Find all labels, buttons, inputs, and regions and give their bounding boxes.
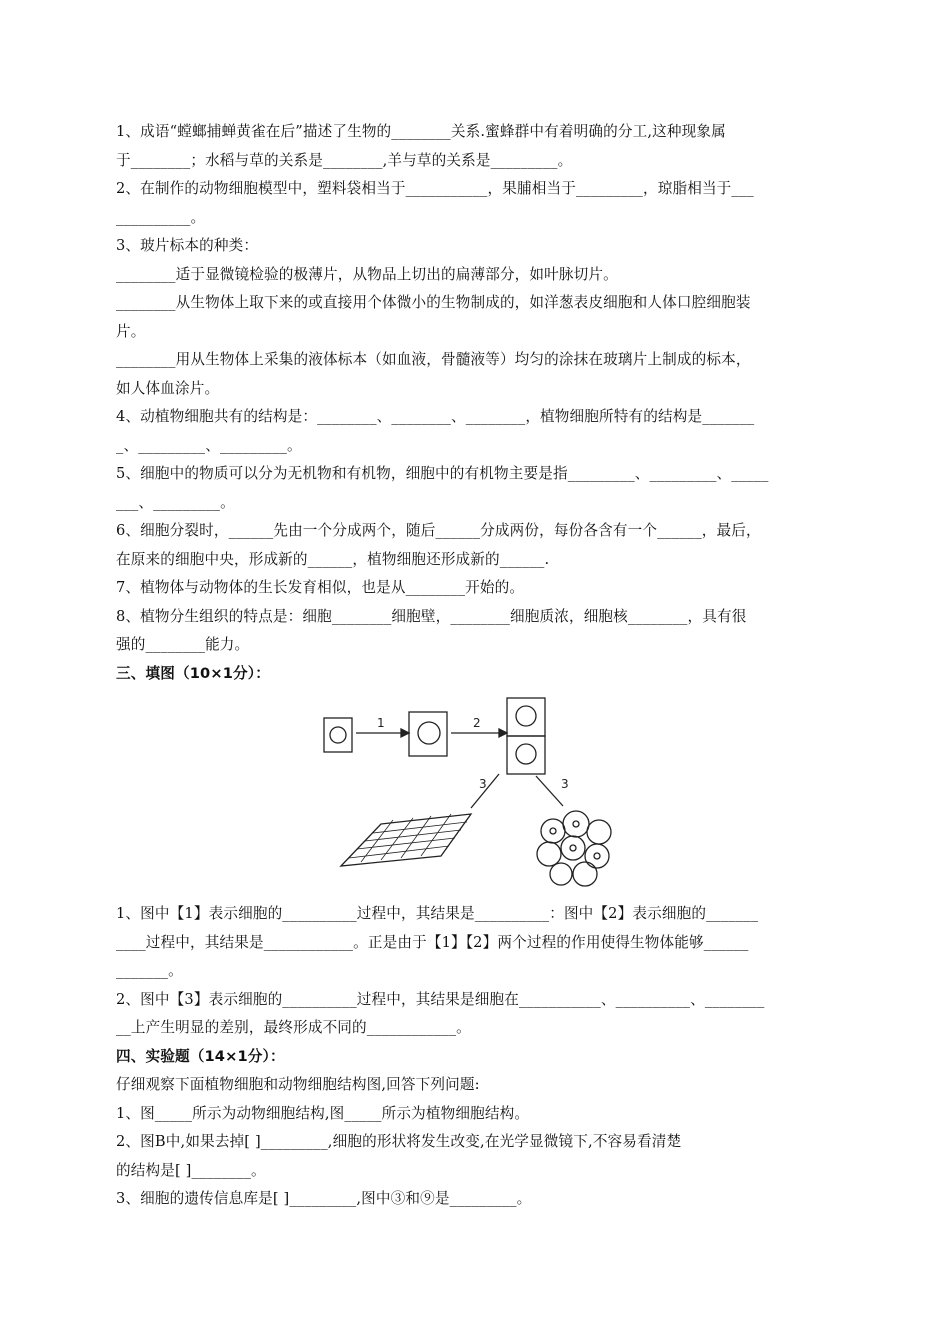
daughter-cell-top <box>507 698 545 736</box>
figure-label-3-right: 3 <box>561 777 569 791</box>
q2-6-line2: 在原来的细胞中央，形成新的______，植物细胞还形成新的______. <box>116 550 550 568</box>
q2-6-line1: 6、细胞分裂时，______先由一个分成两个，随后______分成两份，每份各含有一个______，最后， <box>116 522 761 539</box>
q2-8-line1: 8、植物分生组织的特点是：细胞________细胞壁，________细胞质浓，细胞核________，具有很 <box>116 607 747 625</box>
q2-8-line2: 强的________能力。 <box>116 636 250 653</box>
q2-2-line2: __________。 <box>116 208 206 226</box>
q3-1-line1: 1、图中【1】表示细胞的__________过程中，其结果是__________：图中【2】表示细胞的_______ <box>116 905 759 922</box>
nucleus-small <box>330 727 346 743</box>
q2-4-line1: 4、动植物细胞共有的结构是：________、________、________，植物细胞所特有的结构是_______ <box>116 408 755 425</box>
cell-cluster <box>537 811 611 886</box>
q3-2-line2: __上产生明显的差别，最终形成不同的____________。 <box>116 1019 471 1036</box>
figure-label-1: 1 <box>377 716 385 730</box>
q2-4-line2: _、_________、_________。 <box>116 436 302 454</box>
nucleus-large <box>418 722 440 744</box>
cell-division-differentiation-figure <box>116 688 836 900</box>
section4-heading: 四、实验题（14×1分）： <box>116 1047 285 1065</box>
daughter-nucleus-top <box>516 706 536 726</box>
q3-1-line2: ____过程中，其结果是____________。正是由于【1】【2】两个过程的作用使得生物体能够______ <box>116 933 749 951</box>
q2-3-line-a: ________适于显微镜检验的极薄片，从物品上切出的扁薄部分，如叶脉切片。 <box>116 265 618 283</box>
arrow-1-head <box>401 729 409 737</box>
q2-1-line1: 1、成语“螳螂捕蝉黄雀在后”描述了生物的________关系.蜜蜂群中有着明确的分工,这种现象属 <box>116 123 726 140</box>
q2-3-line-b2: 片。 <box>116 322 146 340</box>
section3-heading: 三、填图（10×1分）： <box>116 664 270 682</box>
grown-cell <box>409 712 447 756</box>
single-cell <box>324 718 352 752</box>
q4-2-line1: 2、图B中,如果去掉[ ]_________,细胞的形状将发生改变,在光学显微镜下,不容易看清楚 <box>116 1133 682 1150</box>
q2-5-line1: 5、细胞中的物质可以分为无机物和有机物，细胞中的有机物主要是指_________、_________、_____ <box>116 465 769 482</box>
daughter-cell-bottom <box>507 736 545 774</box>
worksheet-page <box>116 118 836 1214</box>
q2-1-line2: 于________；水稻与草的关系是________,羊与草的关系是_________。 <box>116 151 573 169</box>
q2-3-line-c1: ________用从生物体上采集的液体标本（如血液，骨髓液等）均匀的涂抹在玻璃片上制成的标本， <box>116 351 751 368</box>
q2-7: 7、植物体与动物体的生长发育相似，也是从________开始的。 <box>116 579 525 596</box>
figure-label-2: 2 <box>473 716 481 730</box>
figure-label-3-left: 3 <box>479 777 487 791</box>
q2-2-line1: 2、在制作的动物细胞模型中，塑料袋相当于___________，果脯相当于_________，琼脂相当于___ <box>116 180 754 197</box>
q2-3-line-b1: ________从生物体上取下来的或直接用个体微小的生物制成的，如洋葱表皮细胞和人体口腔细胞装 <box>116 294 751 311</box>
q2-5-line2: ___、_________。 <box>116 493 235 511</box>
arrow-2-head <box>499 729 507 737</box>
q2-3-title: 3、玻片标本的种类： <box>116 237 259 254</box>
q4-1: 1、图_____所示为动物细胞结构,图_____所示为植物细胞结构。 <box>116 1104 530 1122</box>
q3-1-line3: _______。 <box>116 962 183 979</box>
q2-3-line-c2: 如人体血涂片。 <box>116 379 220 397</box>
cell-diagram <box>321 696 621 896</box>
arrow-3-right <box>536 776 563 806</box>
daughter-nucleus-bottom <box>516 744 536 764</box>
q4-3: 3、细胞的遗传信息库是[ ]_________,图中③和⑨是_________。 <box>116 1190 532 1207</box>
tissue-sheet <box>341 814 471 866</box>
q3-2-line1: 2、图中【3】表示细胞的__________过程中，其结果是细胞在___________、__________、________ <box>116 990 765 1008</box>
section4-intro: 仔细观察下面植物细胞和动物细胞结构图,回答下列问题: <box>116 1076 480 1093</box>
q4-2-line2: 的结构是[ ]________。 <box>116 1161 266 1179</box>
